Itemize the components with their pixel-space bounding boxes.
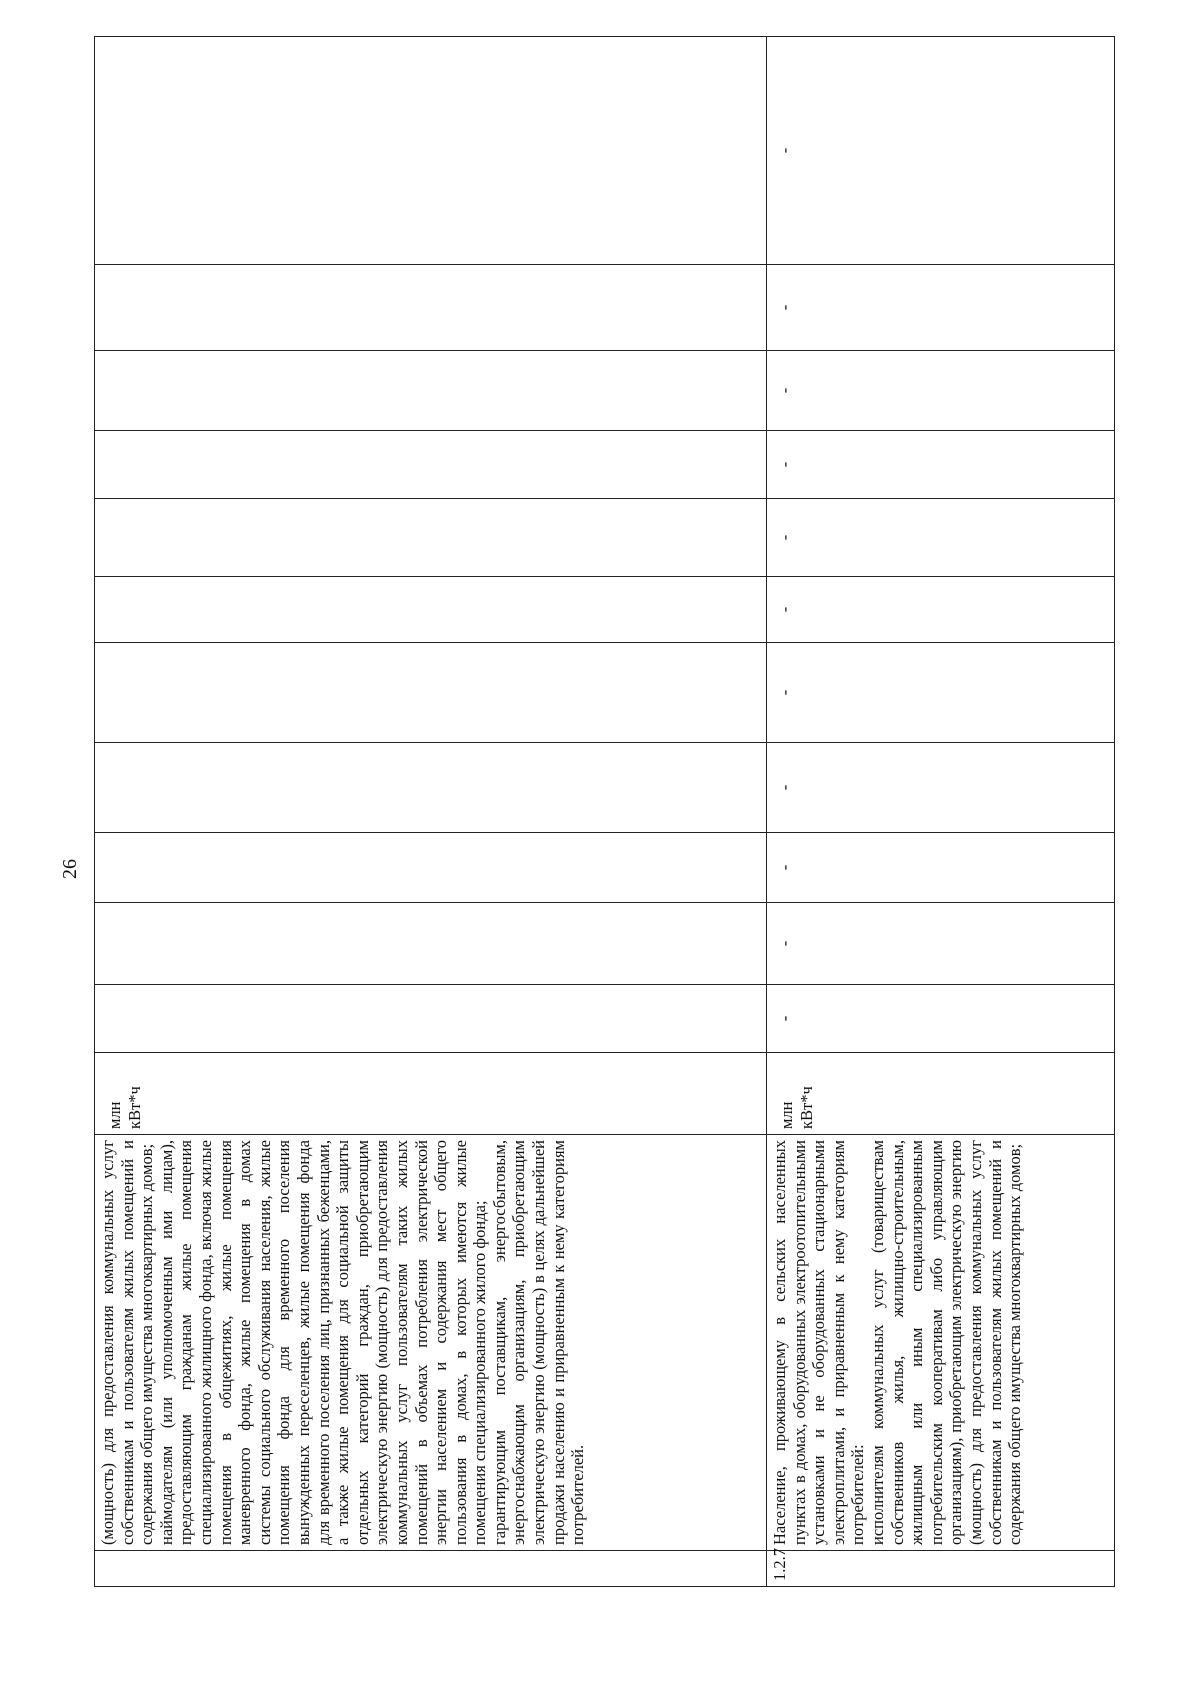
value-cell [95, 37, 767, 265]
value-cell [95, 499, 767, 577]
data-table [94, 36, 1115, 1587]
row-unit: млн кВт*ч [95, 1053, 767, 1135]
value-cell: - [767, 265, 1115, 351]
rotated-table-container [94, 77, 1114, 1587]
value-cell: - [767, 743, 1115, 833]
value-cell: - [767, 431, 1115, 499]
row-description: Население, проживающему в сельских населенных пунктах в домах, оборудованных электроотопительными установками и не оборудованных стационарными электроплитами, и приравненным к нему категориям потребителей: исполнителям коммунальных услуг (товариществам собственников жилья, жилищно-строительным, жилищным или иным специализированным потребительским кооперативам либо управляющим организациям), приобретающим электрическую энергию (мощность) для предоставления коммунальных услуг собственникам и пользователям жилых помещений и содержания общего имущества многоквартирных домов; [767, 1135, 1115, 1551]
row-number [95, 1551, 767, 1587]
value-cell: - [767, 643, 1115, 743]
value-cell: - [767, 351, 1115, 431]
value-cell [95, 985, 767, 1053]
table-row [767, 37, 1115, 1587]
row-unit: млн кВт*ч [767, 1053, 1115, 1135]
page-number: 26 [59, 859, 81, 879]
value-cell: - [767, 37, 1115, 265]
row-number: 1.2.7 [767, 1551, 1115, 1587]
value-cell: - [767, 903, 1115, 985]
table-row [95, 37, 767, 1587]
value-cell [95, 743, 767, 833]
value-cell: - [767, 577, 1115, 643]
value-cell [95, 265, 767, 351]
value-cell [95, 833, 767, 903]
row-description: (мощность) для предоставления коммунальных услуг собственникам и пользователям жилых помещений и содержания общего имущества многоквартирных домов; наймодателям (или уполномоченным ими лицам), предоставляющим гражданам жилые помещения специализированного жилищного фонда, включая жилые помещения в общежитиях, жилые помещения маневренного фонда, жилые помещения в домах системы социального обслуживания населения, жилые помещения фонда для временного поселения вынужденных переселенцев, жилые помещения фонда для временного поселения лиц, признанных беженцами, а также жилые помещения для социальной защиты отдельных категорий граждан, приобретающим электрическую энергию (мощность) для предоставления коммунальных услуг пользователям таких жилых помещений в объемах потребления электрической энергии населением и содержания мест общего пользования в домах, в которых имеются жилые помещения специализированного жилого фонда; гарантирующим поставщикам, энергосбытовым, энергоснабжающим организациям, приобретающим электрическую энергию (мощность) в целях дальнейшей продажи населению и приравненным к нему категориям потребителей. [95, 1135, 767, 1551]
value-cell [95, 577, 767, 643]
value-cell [95, 431, 767, 499]
value-cell: - [767, 985, 1115, 1053]
value-cell [95, 903, 767, 985]
value-cell: - [767, 499, 1115, 577]
value-cell [95, 643, 767, 743]
value-cell: - [767, 833, 1115, 903]
value-cell [95, 351, 767, 431]
